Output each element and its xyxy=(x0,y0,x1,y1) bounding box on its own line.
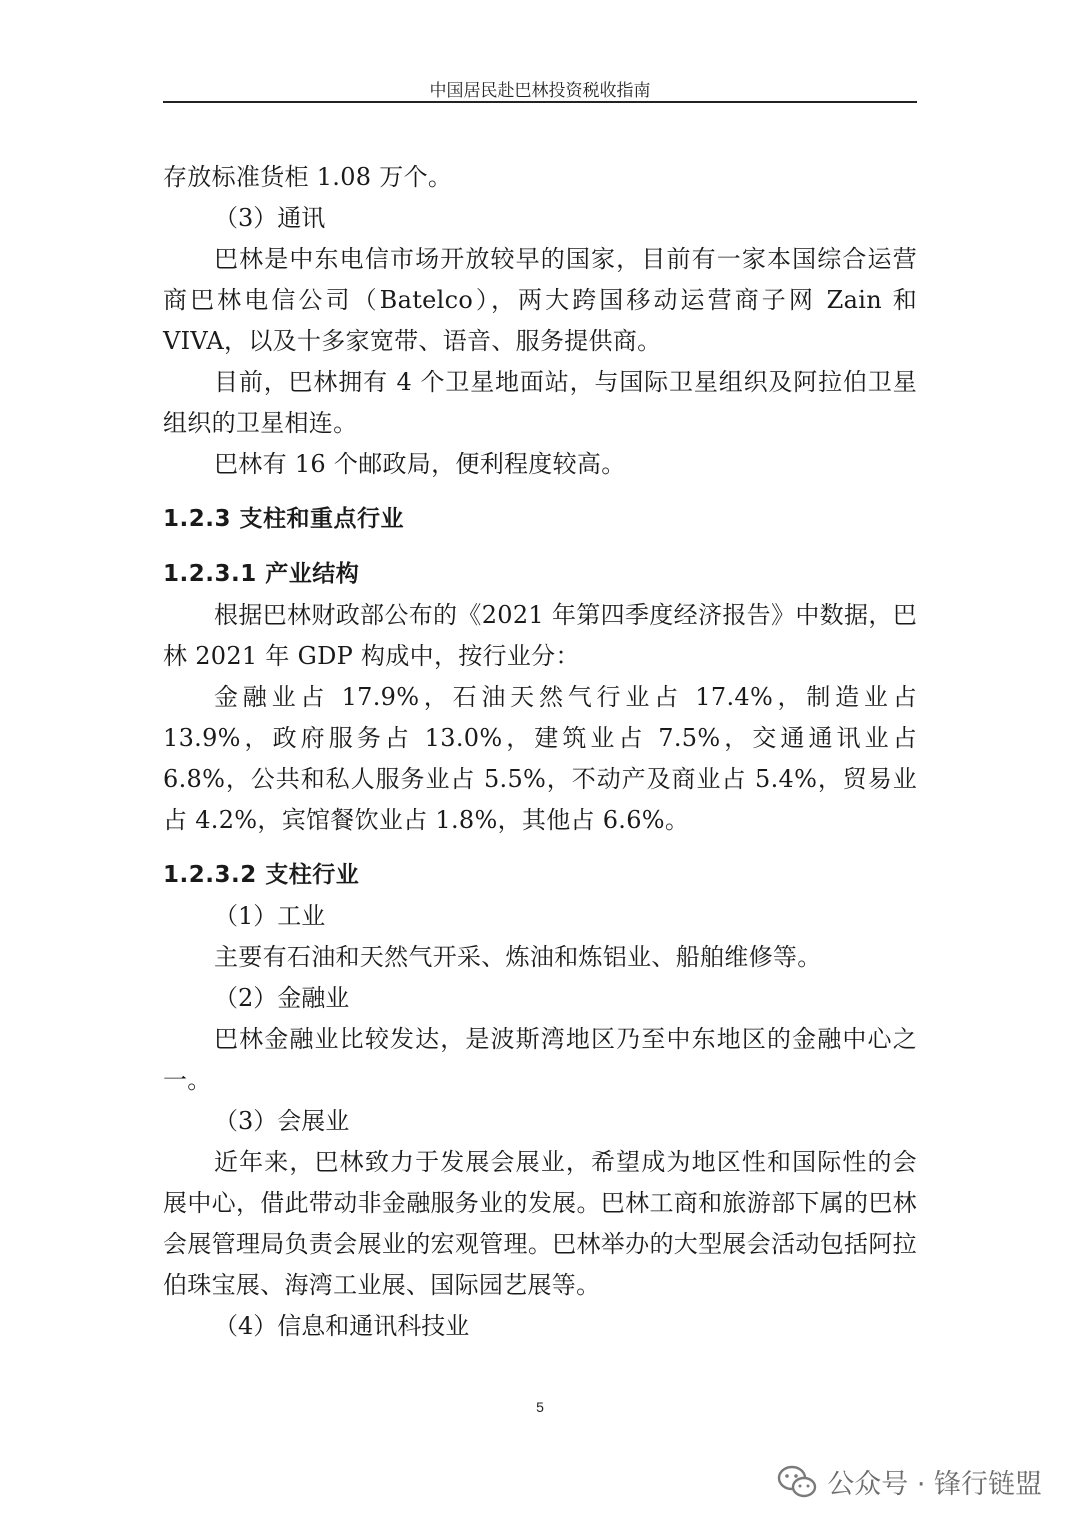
paragraph: 根据巴林财政部公布的《2021 年第四季度经济报告》中数据，巴林 2021 年 GDP 构成中，按行业分： xyxy=(163,601,917,670)
header-divider xyxy=(163,101,917,103)
paragraph: 目前，巴林拥有 4 个卫星地面站，与国际卫星组织及阿拉伯卫星组织的卫星相连。 xyxy=(163,368,917,437)
subsection-label: （2）金融业 xyxy=(214,984,350,1012)
subsection-heading: 1.2.3.1 产业结构 xyxy=(163,561,360,587)
section-heading: 1.2.3 支柱和重点行业 xyxy=(163,506,404,532)
paragraph: 巴林金融业比较发达，是波斯湾地区乃至中东地区的金融中心之一。 xyxy=(163,1025,917,1094)
wechat-icon xyxy=(777,1465,817,1499)
subsection-heading: 1.2.3.2 支柱行业 xyxy=(163,862,360,888)
paragraph: 存放标准货柜 1.08 万个。 xyxy=(163,163,453,191)
paragraph: 金融业占 17.9%，石油天然气行业占 17.4%，制造业占 13.9%，政府服务占 13.0%，建筑业占 7.5%，交通通讯业占 6.8%，公共和私人服务业占 5.5%，不动产及商业占 5.4%，贸易业占 4.2%，宾馆餐饮业占 1.8%，其他占 6.6%。 xyxy=(163,683,917,834)
paragraph: 巴林有 16 个邮政局，便利程度较高。 xyxy=(214,450,626,478)
subsection-label: （1）工业 xyxy=(214,902,326,930)
subsection-label: （4）信息和通讯科技业 xyxy=(214,1312,470,1340)
subsection-label: （3）通讯 xyxy=(214,204,326,232)
page-number: 5 xyxy=(536,1399,544,1415)
page-body xyxy=(163,157,917,1347)
paragraph: 主要有石油和天然气开采、炼油和炼铝业、船舶维修等。 xyxy=(214,943,822,971)
paragraph: 近年来，巴林致力于发展会展业，希望成为地区性和国际性的会展中心，借此带动非金融服务业的发展。巴林工商和旅游部下属的巴林会展管理局负责会展业的宏观管理。巴林举办的大型展会活动包括阿拉伯珠宝展、海湾工业展、国际园艺展等。 xyxy=(163,1148,917,1299)
paragraph: 巴林是中东电信市场开放较早的国家，目前有一家本国综合运营商巴林电信公司（Batelco），两大跨国移动运营商子网 Zain 和 VIVA，以及十多家宽带、语音、服务提供商。 xyxy=(163,245,917,355)
subsection-label: （3）会展业 xyxy=(214,1107,350,1135)
watermark-text: 公众号 · 锋行链盟 xyxy=(827,1469,1042,1500)
watermark xyxy=(777,1462,1042,1501)
running-header: 中国居民赴巴林投资税收指南 xyxy=(429,81,651,101)
